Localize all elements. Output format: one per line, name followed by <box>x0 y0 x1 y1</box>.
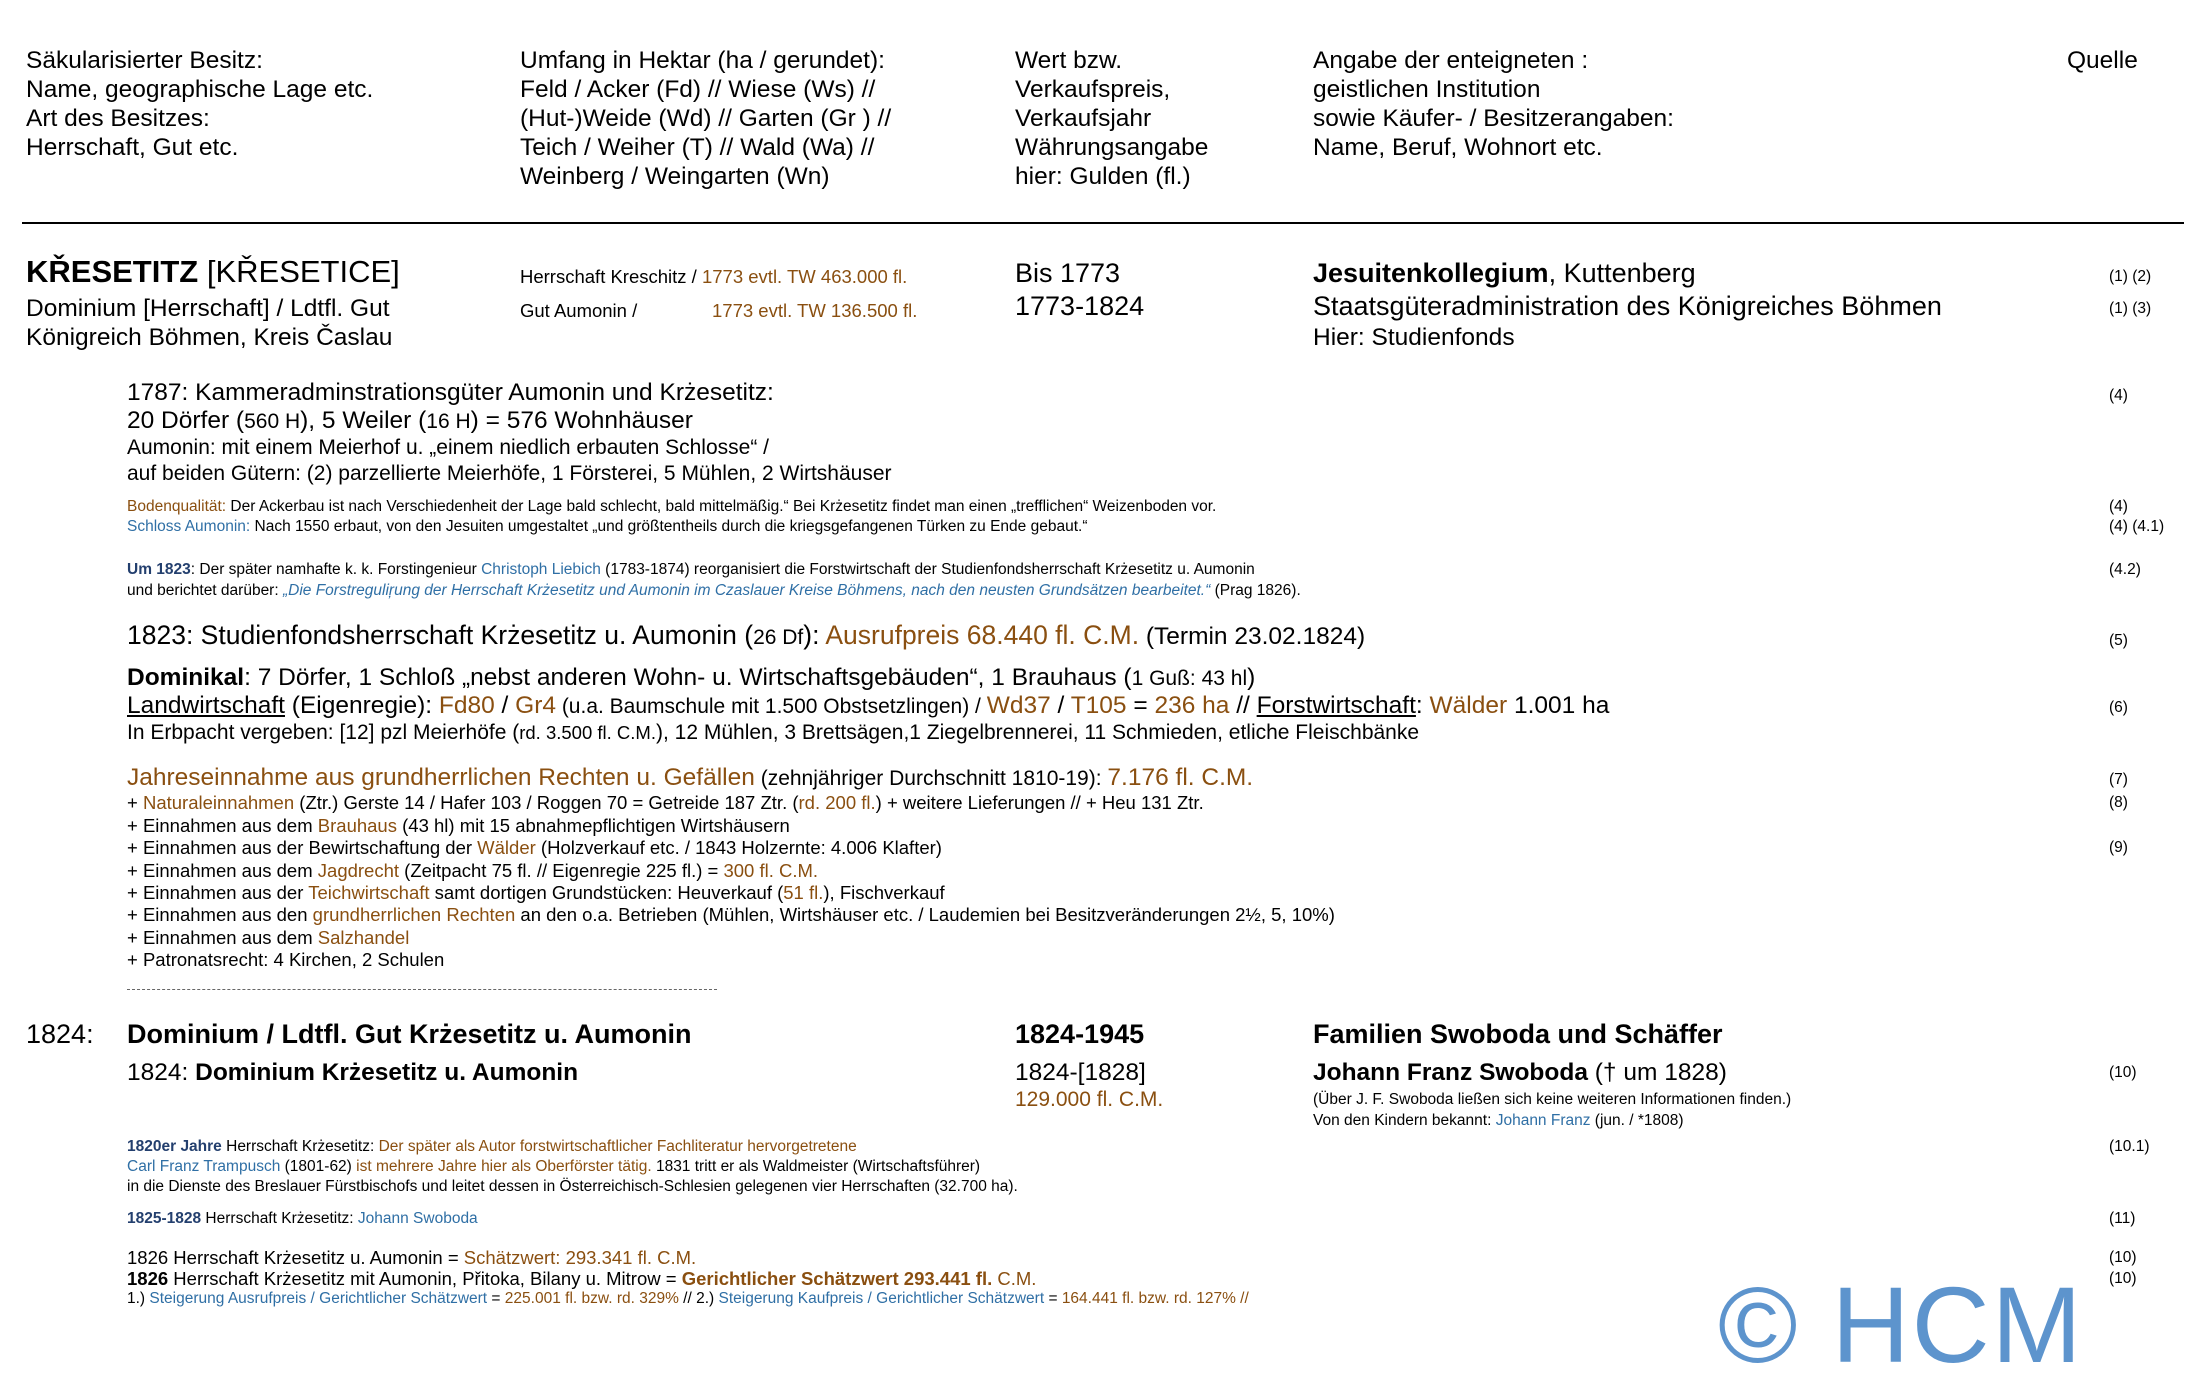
source-ref: (10) <box>2109 1249 2137 1266</box>
estate-aumonin <box>520 300 637 322</box>
text-1820er <box>127 1138 857 1156</box>
text-span: + Einnahmen aus der Bewirtschaftung der <box>127 837 478 858</box>
text-span: / <box>1050 692 1071 719</box>
header-text: Teich / Weiher (T) // Wald (Wa) // <box>520 134 875 161</box>
text-span: (Eigenregie): <box>284 692 439 719</box>
period-1824-1945: 1824-1945 <box>1015 1019 1145 1049</box>
section-title-1824: Dominium / Ldtfl. Gut Krżesetitz u. Aumonin <box>127 1019 692 1049</box>
owner-3: Hier: Studienfonds <box>1313 324 1515 351</box>
text-span: C.M. <box>992 1268 1037 1289</box>
text-1787-farms: auf beiden Gütern: (2) parzellierte Meierhöfe, 1 Försterei, 5 Mühlen, 2 Wirtshäuser <box>127 462 892 485</box>
valuation: Schätzwert: 293.341 fl. C.M. <box>463 1247 697 1268</box>
note-children <box>1313 1112 1684 1130</box>
text-span: = <box>1126 692 1155 719</box>
estate-kreschitz <box>520 266 907 288</box>
header-text: Quelle <box>2067 47 2138 74</box>
text-span: rd. 3.500 fl. C.M. <box>519 722 656 743</box>
text-span: 1826 <box>127 1268 169 1289</box>
area-value: Wd37 <box>986 692 1051 719</box>
person-name: Carl Franz Trampusch <box>127 1158 281 1175</box>
income-item <box>127 904 1335 926</box>
header-text: hier: Gulden (fl.) <box>1015 163 1191 190</box>
text-span: († um 1828) <box>1587 1059 1727 1086</box>
text-dominikal <box>127 664 1255 692</box>
text-span: Steigerung Ausrufpreis / Gerichtlicher Schätzwert <box>149 1290 488 1307</box>
header-col-value <box>1015 46 1208 191</box>
subtitle-1824 <box>127 1059 578 1087</box>
text-span: und berichtet darüber: <box>127 582 283 599</box>
text-bodenqualitaet <box>127 498 1216 516</box>
text-label: Um 1823 <box>127 561 191 578</box>
text-1787-villages <box>127 407 693 435</box>
text-span: + Einnahmen aus dem <box>127 815 318 836</box>
valuation: Gerichtlicher Schätzwert 293.441 fl. <box>681 1268 993 1289</box>
source-ref: (7) <box>2109 771 2128 788</box>
note-swoboda: (Über J. F. Swoboda ließen sich keine weiteren Informationen finden.) <box>1313 1091 1792 1108</box>
text-span: 164.441 fl. bzw. rd. 127% // <box>1061 1290 1249 1307</box>
area-value: Wälder <box>1429 692 1508 719</box>
period-2: 1773-1824 <box>1015 291 1145 321</box>
text-span: Dominium Krżesetitz u. Aumonin <box>195 1059 579 1086</box>
text-span: 1824: <box>127 1059 196 1086</box>
period-1824-1828: 1824-[1828] <box>1015 1059 1146 1086</box>
estate-label: Herrschaft Kreschitz / <box>520 266 702 287</box>
header-text: Name, Beruf, Wohnort etc. <box>1313 134 1603 161</box>
text-span: ) + weitere Lieferungen // + Heu 131 Ztr. <box>875 792 1204 813</box>
text-um-1823-report <box>127 582 1301 600</box>
text-span: Herrschaft Krżesetitz mit Aumonin, Přitoka, Bilany u. Mitrow = <box>168 1268 682 1289</box>
text-span: 1.001 ha <box>1507 692 1610 719</box>
header-text: Herrschaft, Gut etc. <box>26 134 239 161</box>
text-span: 26 Df <box>753 626 804 649</box>
property-title <box>26 254 400 290</box>
owner-2: Staatsgüteradministration des Königreiches Böhmen <box>1313 291 1942 321</box>
text-span: ), 12 Mühlen, 3 Brettsägen,1 Ziegelbrennerei, 11 Schmieden, etliche Fleischbänke <box>655 721 1420 744</box>
text-span: (u.a. Baumschule mit 1.500 Obstsetzlingen) / <box>555 695 987 718</box>
text-span: // <box>1229 692 1257 719</box>
text-um-1823 <box>127 561 1255 579</box>
header-col-institution <box>1313 46 1674 162</box>
source-ref: (1) (2) <box>2109 268 2152 285</box>
estate-value: 1773 evtl. TW 136.500 fl. <box>712 300 918 321</box>
header-text: Säkularisierter Besitz: <box>26 47 263 74</box>
text-span: (Prag 1826). <box>1210 582 1301 599</box>
text-span: (Zeitpacht 75 fl. // Eigenregie 225 fl.) = <box>399 860 724 881</box>
property-name-alt: [KŘESETICE] <box>198 254 400 289</box>
source-ref: (4) <box>2109 498 2128 515</box>
text-span: + Einnahmen aus den <box>127 904 313 925</box>
text-span: = <box>487 1290 505 1307</box>
text-label: 1820er Jahre <box>127 1138 222 1155</box>
area-value: Gr4 <box>515 692 556 719</box>
header-text: Umfang in Hektar (ha / gerundet): <box>520 47 885 74</box>
text-span: Salzhandel <box>317 927 410 948</box>
text-span: + Einnahmen aus dem <box>127 927 318 948</box>
person-name: Johann Swoboda <box>357 1210 478 1227</box>
header-text: Art des Besitzes: <box>26 105 210 132</box>
text-span: 16 H <box>426 410 471 433</box>
source-ref: (4.2) <box>2109 561 2141 578</box>
income-value: 7.176 fl. C.M. <box>1107 764 1254 791</box>
text-span: : 7 Dörfer, 1 Schloß „nebst anderen Wohn- u. Wirtschaftsgebäuden“, 1 Brauhaus ( <box>244 664 1132 691</box>
text-1787-aumonin: Aumonin: mit einem Meierhof u. „einem niedlich erbauten Schlosse“ / <box>127 436 769 459</box>
header-divider <box>22 222 2184 224</box>
source-ref: (10.1) <box>2109 1138 2150 1155</box>
text-span: Von den Kindern bekannt: <box>1313 1112 1496 1129</box>
text-span: 1831 tritt er als Waldmeister (Wirtschaftsführer) <box>651 1158 981 1175</box>
income-item <box>127 815 790 837</box>
text-label: Jahreseinnahme aus grundherrlichen Rechten u. Gefällen <box>127 764 755 791</box>
estate-label: Gut Aumonin / <box>520 300 638 321</box>
header-text: (Hut-)Weide (Wd) // Garten (Gr ) // <box>520 105 892 132</box>
area-value: 236 ha <box>1154 692 1230 719</box>
header-text: Währungsangabe <box>1015 134 1209 161</box>
text-span: (jun. / *1808) <box>1590 1112 1684 1129</box>
text-span: ist mehrere Jahre hier als Oberförster tätig. <box>356 1158 652 1175</box>
text-span: ), 5 Weiler ( <box>300 407 427 434</box>
text-span: (43 hl) mit 15 abnahmepflichtigen Wirtshäusern <box>396 815 790 836</box>
text-1787-title: 1787: Kammeradminstrationsgüter Aumonin und Krżesetitz: <box>127 379 774 406</box>
auction-price: Ausrufpreis 68.440 fl. C.M. <box>825 620 1140 650</box>
text-span: samt dortigen Grundstücken: Heuverkauf ( <box>429 882 784 903</box>
text-label: 1825-1828 <box>127 1210 202 1227</box>
owner-name: Johann Franz Swoboda <box>1313 1059 1588 1086</box>
text-span: : <box>1415 692 1430 719</box>
source-ref: (4) (4.1) <box>2109 518 2165 535</box>
income-item <box>127 860 818 882</box>
text-span: 1.) <box>127 1290 150 1307</box>
text-span: (Holzverkauf etc. / 1843 Holzernte: 4.006 Klafter) <box>535 837 942 858</box>
header-text: Name, geographische Lage etc. <box>26 76 374 103</box>
text-span: (Ztr.) Gerste 14 / Hafer 103 / Roggen 70 = Getreide 187 Ztr. ( <box>294 792 799 813</box>
header-text: Angabe der enteigneten : <box>1313 47 1589 74</box>
area-value: T105 <box>1070 692 1127 719</box>
section-divider <box>127 989 717 990</box>
text-span: Teichwirtschaft <box>308 882 430 903</box>
header-text: Wert bzw. <box>1015 47 1123 74</box>
text-span: 560 H <box>244 410 301 433</box>
text-label: Landwirtschaft <box>127 692 285 719</box>
text-landwirtschaft <box>127 692 1609 720</box>
header-text: Weinberg / Weingarten (Wn) <box>520 163 830 190</box>
source-ref: (9) <box>2109 839 2128 856</box>
text-span: Der später als Autor forstwirtschaftlicher Fachliteratur hervorgetretene <box>378 1138 857 1155</box>
income-item <box>127 927 409 949</box>
text-span: // 2.) <box>678 1290 719 1307</box>
text-span: (Termin 23.02.1824) <box>1139 623 1366 650</box>
owner-name: Jesuitenkollegium <box>1313 258 1549 288</box>
text-label: Bodenqualität: <box>127 498 227 515</box>
text-1823-auction <box>127 620 1365 651</box>
text-span: ) = 576 Wohnhäuser <box>470 407 693 434</box>
text-span: : Der später namhafte k. k. Forstingenieur <box>190 561 482 578</box>
header-text: Feld / Acker (Fd) // Wiese (Ws) // <box>520 76 876 103</box>
person-name: Christoph Liebich <box>481 561 601 578</box>
source-ref: (11) <box>2109 1210 2136 1227</box>
source-ref: (4) <box>2109 387 2128 404</box>
owner-1 <box>1313 258 1696 289</box>
copyright-watermark: © HCM <box>1718 1264 2084 1385</box>
text-1826-increase <box>127 1290 1249 1308</box>
text-span: 1826 Herrschaft Krżesetitz u. Aumonin = <box>127 1247 464 1268</box>
text-label: Forstwirtschaft <box>1256 692 1416 719</box>
property-type: Dominium [Herrschaft] / Ldtfl. Gut <box>26 295 390 322</box>
text-span: ), Fischverkauf <box>823 882 945 903</box>
text-span: (zehnjähriger Durchschnitt 1810-19): <box>754 767 1108 790</box>
text-span: Wälder <box>477 837 536 858</box>
text-span: Der Ackerbau ist nach Verschiedenheit der Lage bald schlecht, bald mittelmäßig.“ Bei Krżesetitz findet man einen „trefflichen“ Weizenboden vor. <box>226 498 1217 515</box>
text-span: Brauhaus <box>317 815 397 836</box>
owner-swoboda <box>1313 1059 1727 1087</box>
owner-location: , Kuttenberg <box>1548 258 1696 288</box>
text-span: 20 Dörfer ( <box>127 407 245 434</box>
text-span: Steigerung Kaufpreis / Gerichtlicher Schätzwert <box>718 1290 1045 1307</box>
text-label: Dominikal <box>127 664 245 691</box>
text-span: Jagdrecht <box>317 860 400 881</box>
book-title: „Die Forstreguliŗung der Herrschaft Krżesetitz und Aumonin im Czaslauer Kreise Böhmens, nach den neusten Grundsätzen bearbeitet.“ <box>282 582 1211 599</box>
text-span: + <box>127 792 143 813</box>
text-span: Herrschaft Krżesetitz: <box>221 1138 379 1155</box>
text-span: / <box>494 692 516 719</box>
text-span: Herrschaft Krżesetitz: <box>201 1210 358 1227</box>
text-span: + Einnahmen aus der <box>127 882 309 903</box>
header-text: Verkaufsjahr <box>1015 105 1152 132</box>
period-1: Bis 1773 <box>1015 258 1121 288</box>
text-schloss-aumonin <box>127 518 1087 536</box>
text-1826-b <box>127 1268 1036 1290</box>
text-span: In Erbpacht vergeben: [12] pzl Meierhöfe ( <box>127 721 520 744</box>
estate-value: 1773 evtl. TW 463.000 fl. <box>701 266 908 287</box>
header-text: geistlichen Institution <box>1313 76 1541 103</box>
text-1825 <box>127 1210 478 1228</box>
text-span: an den o.a. Betrieben (Mühlen, Wirtshäuser etc. / Laudemien bei Besitzveränderungen 2½, 5, 10%) <box>515 904 1335 925</box>
text-erbpacht <box>127 721 1419 745</box>
text-span: ) <box>1247 664 1256 691</box>
source-ref: (8) <box>2109 794 2128 811</box>
income-item <box>127 837 942 859</box>
property-name: KŘESETITZ <box>26 254 199 289</box>
header-col-property <box>26 46 373 162</box>
source-ref: (10) <box>2109 1270 2137 1287</box>
text-span: (1801-62) <box>280 1158 357 1175</box>
source-ref: (10) <box>2109 1064 2137 1081</box>
text-span: 1 Guß: 43 hl <box>1131 667 1248 690</box>
source-ref: (5) <box>2109 632 2128 649</box>
text-span: 51 fl. <box>783 882 824 903</box>
text-span: Naturaleinnahmen <box>142 792 295 813</box>
text-span: 300 fl. C.M. <box>723 860 819 881</box>
text-span: 225.001 fl. bzw. rd. 329% <box>504 1290 679 1307</box>
text-span: = <box>1044 1290 1062 1307</box>
property-location: Königreich Böhmen, Kreis Časlau <box>26 324 393 351</box>
header-text: Verkaufspreis, <box>1015 76 1171 103</box>
text-span: 1823: Studienfondsherrschaft Krżesetitz u. Aumonin ( <box>127 620 754 650</box>
source-ref: (1) (3) <box>2109 300 2152 317</box>
text-label: Schloss Aumonin: <box>127 518 251 535</box>
source-ref: (6) <box>2109 699 2128 716</box>
header-col-area <box>520 46 891 191</box>
area-value: Fd80 <box>438 692 495 719</box>
text-trampusch <box>127 1158 980 1176</box>
person-name: Johann Franz <box>1495 1112 1591 1129</box>
income-item: + Patronatsrecht: 4 Kirchen, 2 Schulen <box>127 949 445 970</box>
text-span: grundherrlichen Rechten <box>312 904 516 925</box>
text-income-head <box>127 764 1253 792</box>
owners-1824: Familien Swoboda und Schäffer <box>1313 1019 1723 1049</box>
text-1826-a <box>127 1247 696 1269</box>
text-span: + Einnahmen aus dem <box>127 860 318 881</box>
income-item <box>127 882 945 904</box>
text-span: ): <box>803 620 826 650</box>
price-1824: 129.000 fl. C.M. <box>1015 1088 1164 1111</box>
text-span: rd. 200 fl. <box>798 792 876 813</box>
text-span: (1783-1874) reorganisiert die Forstwirtschaft der Studienfondsherrschaft Krżesetitz u. Aumonin <box>600 561 1255 578</box>
header-col-source <box>2067 46 2138 75</box>
year-1824: 1824: <box>26 1019 94 1049</box>
text-span: Nach 1550 erbaut, von den Jesuiten umgestaltet „und größtentheils durch die kriegsgefangenen Türken zu Ende gebaut.“ <box>250 518 1088 535</box>
header-text: sowie Käufer- / Besitzerangaben: <box>1313 105 1674 132</box>
income-item <box>127 792 1204 814</box>
text-breslau: in die Dienste des Breslauer Fürstbischofs und leitet dessen in Österreichisch-Schlesien gelegenen vier Herrschaften (32.700 ha). <box>127 1178 1018 1195</box>
